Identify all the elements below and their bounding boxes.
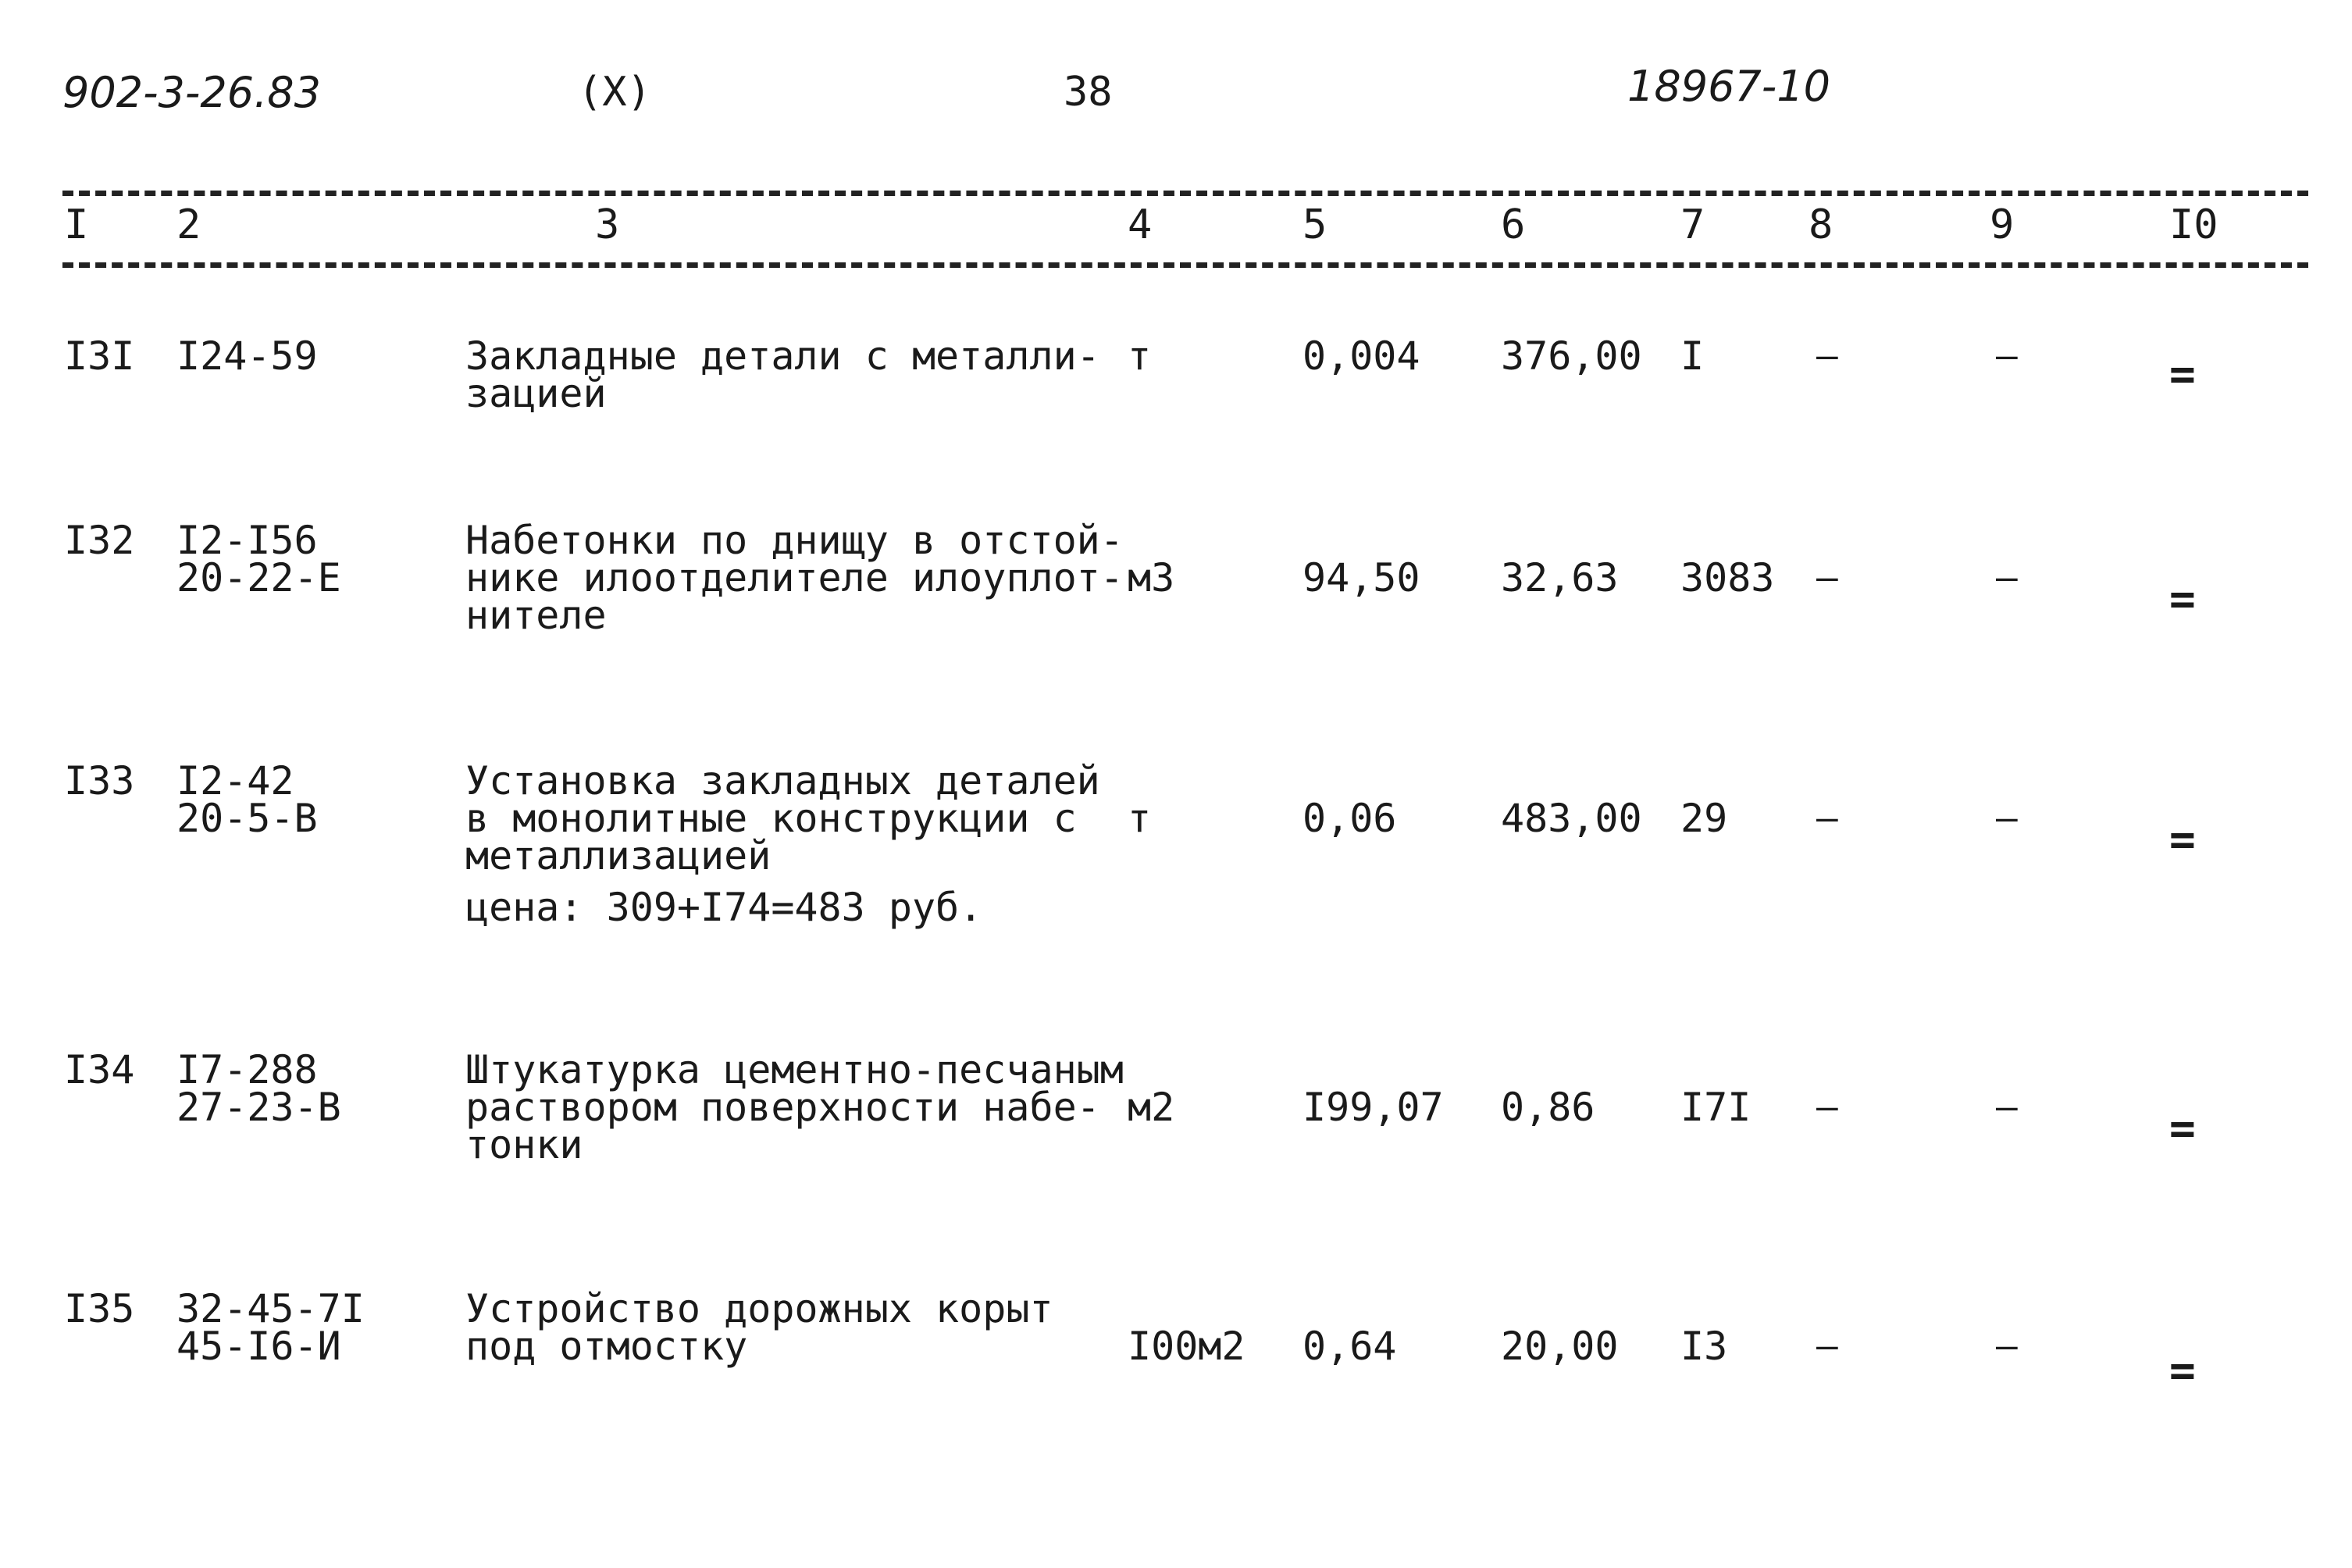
- col-header-5: 5: [1303, 201, 1327, 248]
- row-132-col10: =: [2169, 574, 2196, 625]
- row-133-code: I2-42 20-5-В: [176, 758, 318, 841]
- row-134-num: I34: [64, 1047, 135, 1092]
- row-131-total: I: [1680, 333, 1705, 379]
- row-131-col8: –: [1816, 334, 1838, 376]
- row-135-col10: =: [2169, 1345, 2196, 1396]
- row-131-desc: Закладные детали с металли- зацией: [465, 333, 1100, 416]
- row-133-num: I33: [64, 758, 135, 804]
- page-number: 38: [1064, 69, 1113, 116]
- table-header-rule: [62, 262, 2308, 268]
- row-134-total: I7I: [1680, 1085, 1752, 1130]
- row-131-num: I3I: [64, 333, 135, 379]
- row-132-qty: 94,50: [1303, 555, 1420, 600]
- table-top-rule: [62, 191, 2308, 196]
- row-133-col10: =: [2169, 814, 2196, 865]
- col-header-8: 8: [1809, 201, 1833, 248]
- row-133-col8: –: [1816, 796, 1838, 839]
- row-132-total: 3083: [1680, 555, 1775, 600]
- row-134-qty: I99,07: [1303, 1085, 1444, 1130]
- row-131-col10: =: [2169, 349, 2196, 400]
- row-131-qty: 0,004: [1303, 333, 1420, 379]
- row-131-code: I24-59: [176, 333, 318, 379]
- row-133-desc: Установка закладных деталей в монолитные конструкции с металлизацией: [465, 758, 1100, 878]
- row-135-total: I3: [1680, 1324, 1728, 1369]
- archive-stamp: 18967-10: [1627, 62, 1830, 111]
- col-header-3: 3: [595, 201, 620, 248]
- row-134-unit: м2: [1128, 1085, 1175, 1130]
- row-135-col9: –: [1996, 1324, 2018, 1367]
- row-131-unit: т: [1128, 333, 1152, 379]
- row-133-price: 483,00: [1501, 796, 1642, 841]
- row-135-price: 20,00: [1501, 1324, 1619, 1369]
- row-134-code: I7-288 27-23-В: [176, 1047, 341, 1130]
- row-132-price: 32,63: [1501, 555, 1619, 600]
- row-135-col8: –: [1816, 1324, 1838, 1367]
- row-133-unit: т: [1128, 796, 1152, 841]
- col-header-1: I: [64, 201, 89, 248]
- row-134-col8: –: [1816, 1085, 1838, 1128]
- row-132-num: I32: [64, 518, 135, 563]
- row-135-unit: I00м2: [1128, 1324, 1245, 1369]
- row-132-code: I2-I56 20-22-Е: [176, 518, 341, 600]
- row-132-col9: –: [1996, 556, 2018, 598]
- doc-number: 902-3-26.83: [62, 68, 321, 117]
- row-133-qty: 0,06: [1303, 796, 1397, 841]
- col-header-10: I0: [2169, 201, 2218, 248]
- row-132-desc: Набетонки по днищу в отстой- нике илоотделителе илоуплот- нителе: [465, 518, 1124, 638]
- row-135-desc: Устройство дорожных корыт под отмостку: [465, 1286, 1053, 1369]
- row-134-col9: –: [1996, 1085, 2018, 1128]
- row-134-desc: Штукатурка цементно-песчаным раствором поверхности набе- тонки: [465, 1047, 1124, 1167]
- row-132-col8: –: [1816, 556, 1838, 598]
- col-header-7: 7: [1680, 201, 1705, 248]
- col-header-2: 2: [176, 201, 201, 248]
- col-header-4: 4: [1128, 201, 1153, 248]
- section-label: (X): [578, 69, 651, 116]
- row-134-col10: =: [2169, 1103, 2196, 1154]
- row-133-total: 29: [1680, 796, 1728, 841]
- col-header-6: 6: [1501, 201, 1526, 248]
- col-header-9: 9: [1990, 201, 2015, 248]
- row-133-price-note: цена: 309+I74=483 руб.: [465, 885, 983, 930]
- row-133-col9: –: [1996, 796, 2018, 839]
- row-131-price: 376,00: [1501, 333, 1642, 379]
- row-135-qty: 0,64: [1303, 1324, 1397, 1369]
- row-131-col9: –: [1996, 334, 2018, 376]
- row-135-code: 32-45-7I 45-I6-И: [176, 1286, 365, 1369]
- row-134-price: 0,86: [1501, 1085, 1595, 1130]
- row-135-num: I35: [64, 1286, 135, 1331]
- row-132-unit: м3: [1128, 555, 1175, 600]
